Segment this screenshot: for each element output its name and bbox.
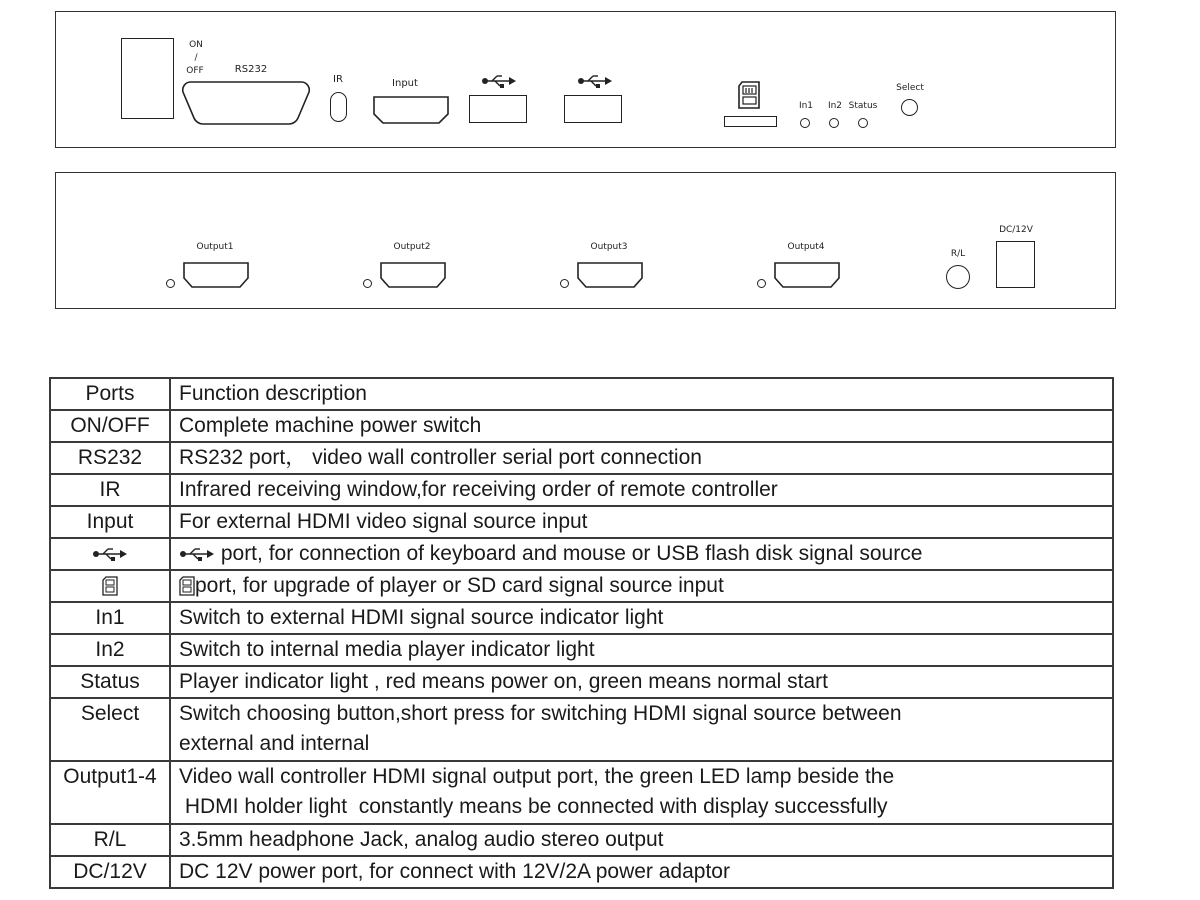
usb-port-2[interactable] [564, 95, 622, 123]
desc-cell: Complete machine power switch [170, 410, 1113, 442]
port-cell: Select [50, 698, 170, 761]
sd-card-slot[interactable] [724, 116, 777, 127]
table-row [50, 538, 1113, 570]
function-header: Function description [170, 378, 1113, 410]
sd-card-icon [736, 80, 762, 110]
in2-label: In2 [827, 101, 843, 111]
desc-line-2: HDMI holder light constantly means be connected with display successfully [179, 795, 888, 818]
output1-led [166, 279, 175, 288]
desc-cell: Player indicator light , red means power on, green means normal start [170, 666, 1113, 698]
dc-label: DC/12V [999, 225, 1033, 235]
table-row [50, 602, 1113, 634]
table-row [50, 570, 1113, 602]
port-cell: R/L [50, 824, 170, 856]
port-cell: Input [50, 506, 170, 538]
table-row [50, 824, 1113, 856]
table-row [50, 761, 1113, 824]
output3-label: Output3 [590, 242, 628, 252]
output3-led [560, 279, 569, 288]
port-cell: RS232 [50, 442, 170, 474]
desc-cell: RS232 port， video wall controller serial port connection [170, 442, 1113, 474]
in1-label: In1 [798, 101, 814, 111]
port-cell: IR [50, 474, 170, 506]
desc-cell: Infrared receiving window,for receiving order of remote controller [170, 474, 1113, 506]
ir-window [330, 92, 347, 122]
usb-icon [179, 546, 215, 562]
status-indicator-light [858, 118, 868, 128]
port-cell [50, 570, 170, 602]
desc-line-1: Video wall controller HDMI signal output port, the green LED lamp beside the [179, 765, 895, 788]
dc-power-port[interactable] [996, 241, 1035, 288]
output2-label: Output2 [393, 242, 431, 252]
desc-cell: For external HDMI video signal source input [170, 506, 1113, 538]
table-row [50, 474, 1113, 506]
status-label: Status [848, 101, 878, 111]
in2-indicator-light [829, 118, 839, 128]
output1-label: Output1 [196, 242, 234, 252]
output4-led [757, 279, 766, 288]
power-switch[interactable] [121, 38, 174, 119]
table-row [50, 698, 1113, 761]
output1-hdmi-port[interactable] [181, 260, 251, 290]
desc-cell: Switch to internal media player indicator light [170, 634, 1113, 666]
desc-text: port, for connection of keyboard and mouse or USB flash disk signal source [215, 542, 923, 565]
desc-line-1: Switch choosing button,short press for switching HDMI signal source between [179, 702, 902, 725]
select-button[interactable] [901, 99, 918, 116]
rs232-port[interactable] [180, 78, 312, 128]
desc-cell [170, 570, 1113, 602]
rl-label: R/L [950, 249, 966, 259]
desc-line-2: external and internal [179, 732, 370, 755]
on-off-label-top: ON [189, 40, 203, 50]
output2-hdmi-port[interactable] [378, 260, 448, 290]
table-row [50, 506, 1113, 538]
usb-icon [577, 73, 613, 89]
select-label: Select [896, 83, 924, 93]
on-off-label-mid: / [194, 53, 198, 63]
port-cell: Output1-4 [50, 761, 170, 824]
desc-text: port, for upgrade of player or SD card signal source input [195, 574, 724, 597]
output2-led [363, 279, 372, 288]
output4-hdmi-port[interactable] [772, 260, 842, 290]
desc-cell [170, 698, 1113, 761]
table-row [50, 634, 1113, 666]
output4-label: Output4 [787, 242, 825, 252]
on-off-label-bottom: OFF [186, 66, 204, 76]
port-cell: Status [50, 666, 170, 698]
desc-cell: 3.5mm headphone Jack, analog audio stereo output [170, 824, 1113, 856]
desc-cell: DC 12V power port, for connect with 12V/2A power adaptor [170, 856, 1113, 888]
port-cell: DC/12V [50, 856, 170, 888]
sd-card-icon [179, 576, 195, 596]
sd-card-icon [102, 576, 118, 596]
usb-port-1[interactable] [469, 95, 527, 123]
port-cell: In1 [50, 602, 170, 634]
rs232-label: RS232 [234, 64, 268, 75]
table-row [50, 856, 1113, 888]
table-row [50, 410, 1113, 442]
table-row [50, 442, 1113, 474]
ports-header: Ports [50, 378, 170, 410]
ports-function-table [49, 377, 1114, 889]
ir-label: IR [333, 74, 343, 85]
rl-audio-jack[interactable] [946, 265, 970, 289]
usb-icon [481, 73, 517, 89]
output3-hdmi-port[interactable] [575, 260, 645, 290]
port-cell: ON/OFF [50, 410, 170, 442]
input-hdmi-port[interactable] [371, 94, 451, 126]
desc-cell: Switch to external HDMI signal source indicator light [170, 602, 1113, 634]
desc-cell [170, 538, 1113, 570]
port-cell: In2 [50, 634, 170, 666]
table-header-row [50, 378, 1113, 410]
in1-indicator-light [800, 118, 810, 128]
port-cell [50, 538, 170, 570]
input-label: Input [392, 78, 418, 89]
table-row [50, 666, 1113, 698]
desc-cell [170, 761, 1113, 824]
usb-icon [92, 546, 128, 562]
